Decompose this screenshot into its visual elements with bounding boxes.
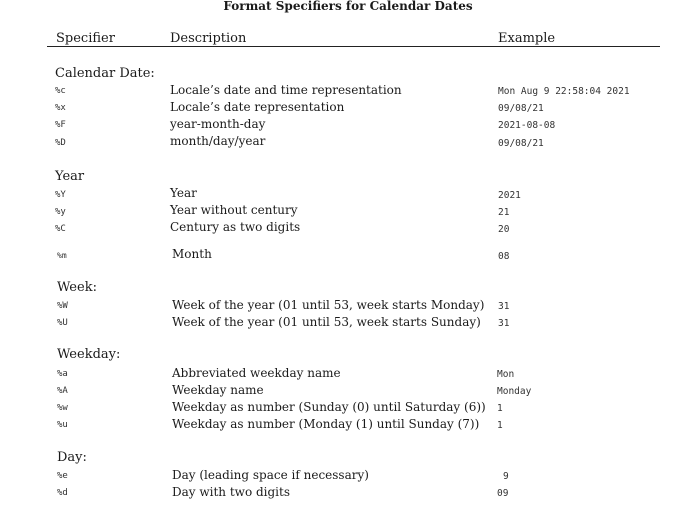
specifier-cell: %e: [57, 471, 68, 481]
page-title: Format Specifiers for Calendar Dates: [223, 0, 473, 13]
specifier-cell: %m: [57, 251, 67, 260]
header-specifier: Specifier: [56, 31, 115, 46]
example-cell: 2021: [498, 190, 521, 201]
example-cell: Monday: [497, 386, 532, 397]
section-title-weekday: Weekday:: [57, 347, 121, 362]
header-example: Example: [498, 31, 556, 46]
section-title-day: Day:: [57, 450, 87, 465]
example-cell: 1: [497, 403, 503, 414]
specifier-cell: %w: [57, 403, 68, 413]
description-cell: Month: [172, 247, 212, 261]
specifier-cell: %F: [55, 120, 66, 130]
description-cell: Day (leading space if necessary): [172, 468, 369, 482]
specifier-cell: %u: [57, 420, 68, 430]
example-cell: 20: [498, 224, 510, 235]
example-cell: 31: [498, 301, 510, 312]
header-description: Description: [170, 31, 247, 46]
description-cell: Abbreviated weekday name: [172, 366, 341, 380]
section-title-year: Year: [55, 169, 85, 184]
description-cell: Locale’s date and time representation: [170, 83, 402, 97]
description-cell: Locale’s date representation: [170, 100, 345, 114]
section-title-calendar-date: Calendar Date:: [55, 66, 155, 81]
description-cell: Weekday name: [172, 383, 264, 397]
specifier-cell: %C: [55, 224, 66, 234]
specifier-cell: %A: [57, 386, 68, 396]
description-cell: Year: [170, 186, 197, 200]
example-cell: 21: [498, 207, 510, 218]
description-cell: Day with two digits: [172, 485, 290, 499]
specifier-cell: %c: [55, 86, 66, 96]
specifier-cell: %d: [57, 488, 68, 498]
example-cell: 31: [498, 318, 510, 329]
specifier-cell: %W: [57, 301, 68, 311]
specifier-cell: %U: [57, 318, 68, 328]
example-cell: Mon: [497, 369, 515, 380]
description-cell: month/day/year: [170, 134, 266, 148]
example-cell: 2021-08-08: [498, 120, 556, 131]
specifier-cell: %D: [55, 138, 66, 148]
description-cell: Week of the year (01 until 53, week starts Sunday): [172, 315, 481, 329]
header-rule: [47, 46, 660, 47]
specifier-cell: %a: [57, 369, 68, 379]
description-cell: Century as two digits: [170, 220, 301, 234]
example-cell: 09/08/21: [498, 138, 544, 149]
example-cell: 09/08/21: [498, 103, 544, 114]
description-cell: Weekday as number (Monday (1) until Sunday (7)): [172, 417, 480, 431]
specifier-cell: %Y: [55, 190, 66, 200]
description-cell: Week of the year (01 until 53, week starts Monday): [172, 298, 485, 312]
example-cell: Mon Aug 9 22:58:04 2021: [498, 86, 630, 97]
description-cell: year-month-day: [170, 117, 266, 131]
description-cell: Weekday as number (Sunday (0) until Saturday (6)): [172, 400, 486, 414]
specifier-cell: %x: [55, 103, 66, 113]
specifier-cell: %y: [55, 207, 66, 217]
example-cell: 08: [498, 251, 510, 262]
example-cell: 09: [497, 488, 509, 499]
description-cell: Year without century: [170, 203, 298, 217]
example-cell: 1: [497, 420, 503, 431]
section-title-week: Week:: [57, 280, 97, 295]
example-cell: 9: [503, 471, 509, 482]
